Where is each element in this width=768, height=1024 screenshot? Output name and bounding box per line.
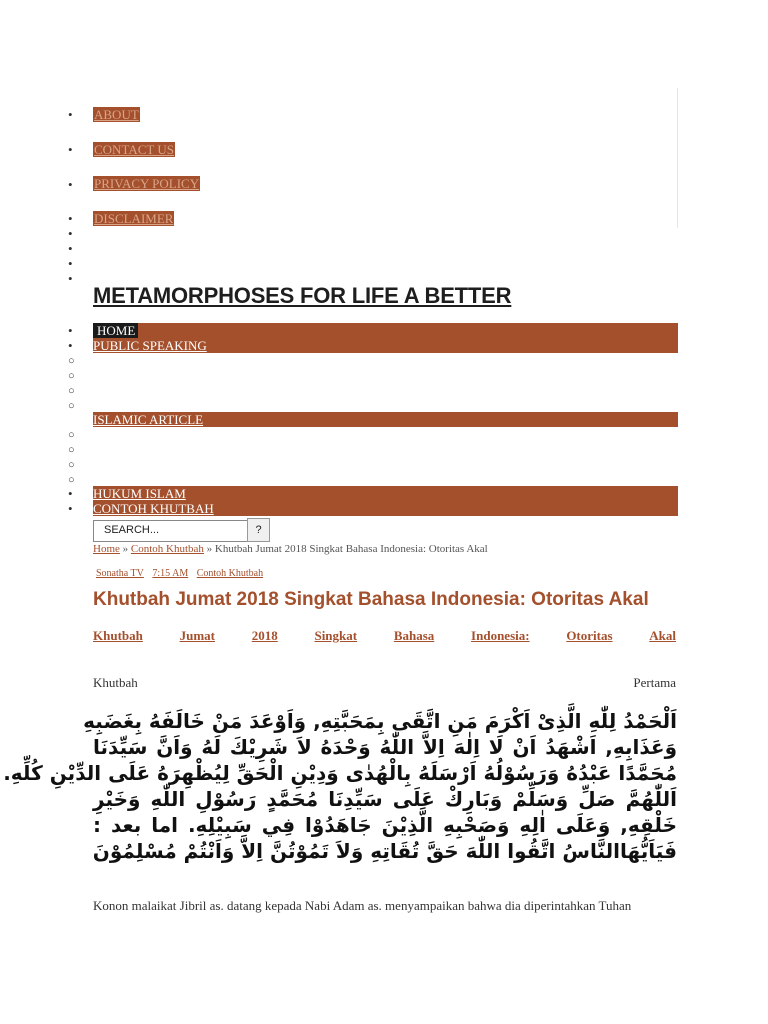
breadcrumb-category[interactable]: Contoh Khutbah	[130, 543, 204, 555]
sub-bullet: ○	[68, 474, 75, 486]
top-menu-contact-link[interactable]: CONTACT US	[94, 142, 174, 157]
bullet: •	[68, 177, 73, 192]
bullet: •	[68, 338, 73, 353]
arabic-line: وَعَذَابِهِ, اَشْهَدُ اَنْ لَا اِلٰهَ اِلاَّ اللّٰهُ وَحْدَهُ لاَ شَرِيْكَ لَهُ وَاَنَّ سَيِّدَنَا	[93, 735, 677, 759]
breadcrumb-separator: »	[122, 543, 129, 555]
subtitle-word: Bahasa	[393, 628, 435, 643]
breadcrumb-separator: »	[206, 543, 213, 555]
subtitle-word: Indonesia:	[471, 628, 530, 643]
khutbah-right: Pertama	[633, 675, 676, 690]
bullet: •	[68, 501, 73, 516]
site-title[interactable]: METAMORPHOSES FOR LIFE A BETTER	[93, 283, 512, 308]
breadcrumb-current: Khutbah Jumat 2018 Singkat Bahasa Indonesia: Otoritas Akal	[214, 543, 488, 555]
post-meta	[96, 568, 269, 579]
post-category[interactable]: Contoh Khutbah	[196, 568, 264, 579]
search-button[interactable]: ?	[247, 518, 270, 542]
subtitle-word: Jumat	[179, 628, 215, 643]
sub-bullet: ○	[68, 355, 75, 367]
top-menu-privacy-link[interactable]: PRIVACY POLICY	[94, 176, 200, 191]
subtitle-word: Khutbah	[93, 628, 143, 643]
sub-bullet: ○	[68, 370, 75, 382]
post-time[interactable]: 7:15 AM	[152, 568, 189, 579]
breadcrumb	[93, 543, 488, 555]
subtitle-word: 2018	[251, 628, 278, 643]
arabic-line: اَللّٰهُمَّ صَلِّ وَسَلِّمْ وَبَارِكْ عَلَى سَيِّدِنَا مُحَمَّدٍ رَسُوْلِ اللّٰهِ وَخَيْرِ	[93, 787, 677, 811]
breadcrumb-home[interactable]: Home	[93, 543, 120, 555]
nav-public-speaking[interactable]: PUBLIC SPEAKING	[93, 338, 207, 353]
nav-home[interactable]: HOME	[93, 323, 138, 338]
post-title[interactable]: Khutbah Jumat 2018 Singkat Bahasa Indonesia: Otoritas Akal	[93, 589, 649, 610]
bullet: •	[68, 323, 73, 338]
bullet: •	[68, 241, 73, 256]
bullet: •	[68, 107, 73, 122]
bullet: •	[68, 142, 73, 157]
sub-bullet: ○	[68, 385, 75, 397]
post-subtitle	[93, 628, 676, 644]
nav-contoh-khutbah[interactable]: CONTOH KHUTBAH	[93, 501, 214, 516]
search-input[interactable]: SEARCH...	[93, 520, 248, 542]
right-divider	[677, 88, 678, 228]
nav-hukum-islam[interactable]: HUKUM ISLAM	[93, 486, 186, 501]
sub-bullet: ○	[68, 459, 75, 471]
sub-bullet: ○	[68, 400, 75, 412]
sub-bullet: ○	[68, 429, 75, 441]
post-author[interactable]: Sonatha TV	[96, 568, 144, 579]
subtitle-word: Singkat	[314, 628, 358, 643]
arabic-line: اَلْحَمْدُ لِلّٰهِ الَّذِىْ اَكْرَمَ مَنِ اتَّقَى بِمَحَبَّتِهِ, وَاَوْعَدَ مَنْ خَالَفَهُ بِغَضَبِهِ	[83, 709, 677, 733]
bullet: •	[68, 256, 73, 271]
khutbah-left: Khutbah	[93, 675, 138, 690]
sub-bullet: ○	[68, 444, 75, 456]
bullet: •	[68, 226, 73, 241]
bullet: •	[68, 271, 73, 286]
subtitle-word: Otoritas	[566, 628, 613, 643]
arabic-text	[3, 708, 677, 864]
arabic-line: مُحَمَّدًا عَبْدُهُ وَرَسُوْلُهُ اَرْسَلَهُ بِالْهُدٰى وَدِيْنِ الْحَقِّ لِيُظْهِرَهُ عَلَى الدِّيْنِ كُلِّهِ.	[3, 761, 677, 785]
arabic-line: خَلْقِهِ, وَعَلَى اٰلِهِ وَصَحْبِهِ الَّذِيْنَ جَاهَدُوْا فِي سَبِيْلِهِ. اما بعد :	[93, 813, 677, 837]
bullet: •	[68, 211, 73, 226]
bullet: •	[68, 486, 73, 501]
top-menu-disclaimer-link[interactable]: DISCLAIMER	[94, 211, 174, 226]
subtitle-word: Akal	[649, 628, 676, 643]
top-menu-about-link[interactable]: ABOUT	[94, 107, 139, 122]
arabic-line: فَيَاَيُّهَاالنَّاسُ اتَّقُوا اللّٰهَ حَقَّ تُقَاتِهِ وَلاَ تَمُوْتُنَّ اِلاَّ وَاَنْتُمْ مُسْلِمُوْنَ	[92, 839, 677, 863]
post-body: Konon malaikat Jibril as. datang kepada Nabi Adam as. menyampaikan bahwa dia diperintahkan Tuhan	[93, 898, 632, 913]
khutbah-heading	[93, 675, 676, 691]
nav-islamic-article[interactable]: ISLAMIC ARTICLE	[93, 412, 204, 427]
